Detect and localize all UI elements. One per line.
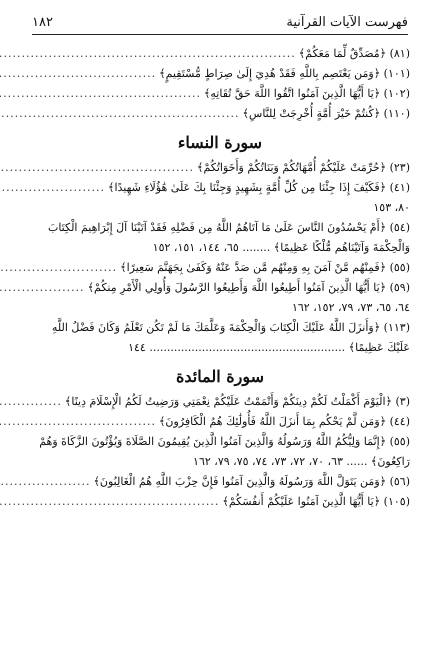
verse-entry xyxy=(30,392,410,412)
verse-entry xyxy=(30,84,410,104)
running-header xyxy=(32,10,408,35)
leader-dots xyxy=(0,472,90,492)
verse-text: (٤١) ﴿فَكَيْفَ إِذَا جِئْنَا مِن كُلِّ أُمَّةٍ بِشَهِيدٍ وَجِئْنَا بِكَ عَلَىٰ هَٰؤُلَاءِ شَهِيدًا﴾ xyxy=(108,181,410,194)
leader-dots xyxy=(0,64,156,84)
verse-continuation: رَاكِعُونَ﴾ ...... ٦٣، ٧٠، ٧٢، ٧٣، ٧٤، ٧٥، ٧٩، ١٦٢ xyxy=(193,455,410,468)
leader-dots xyxy=(0,44,296,64)
leader-dots xyxy=(0,392,62,412)
verse-entry xyxy=(30,218,410,238)
leader-dots xyxy=(0,178,105,198)
leader-dots xyxy=(0,278,85,298)
verse-entry xyxy=(30,158,410,178)
header-title: فهرست الآيات القرآنية xyxy=(286,14,408,30)
leader-dots xyxy=(0,104,239,124)
verse-text: (١٠٢) ﴿يَا أَيُّهَا الَّذِينَ آمَنُوا اتَّقُوا اللَّهَ حَقَّ تُقَاتِهِ﴾ xyxy=(203,87,410,100)
verse-entry xyxy=(30,412,410,432)
verse-entry xyxy=(30,258,410,278)
verse-text: (١١٠) ﴿كُنتُمْ خَيْرَ أُمَّةٍ أُخْرِجَتْ لِلنَّاسِ﴾ xyxy=(242,107,410,120)
verse-continuation: ٦٤، ٦٥، ٧٣، ٧٩، ١٥٢، ١٦٢ xyxy=(291,301,410,314)
surah-heading: سورة المائدة xyxy=(175,367,265,386)
verse-text: (٥٥) ﴿إِنَّمَا وَلِيُّكُمُ اللَّهُ وَرَسُولُهُ وَالَّذِينَ آمَنُوا الَّذِينَ يُقِيمُونَ الصَّلَاةَ وَيُؤْتُونَ الزَّكَاةَ وَهُمْ xyxy=(39,435,410,448)
verse-text: (٨١) ﴿مُصَدِّقٌ لِّمَا مَعَكُمْ﴾ xyxy=(298,47,410,60)
verse-text: (٥٥) ﴿فَمِنْهُم مَّنْ آمَنَ بِهِ وَمِنْهُم مَّن صَدَّ عَنْهُ وَكَفَىٰ بِجَهَنَّمَ سَعِيرًا﴾ xyxy=(120,261,410,274)
leader-dots xyxy=(0,412,156,432)
verse-continuation: ٨٠، ١٥٣ xyxy=(373,201,410,214)
verse-entry xyxy=(30,432,410,452)
surah-heading: سورة النساء xyxy=(177,133,263,152)
verse-entry xyxy=(30,492,410,512)
verse-entry xyxy=(30,64,410,84)
verse-text: (٥٩) ﴿يَا أَيُّهَا الَّذِينَ آمَنُوا أَطِيعُوا اللَّهَ وَأَطِيعُوا الرَّسُولَ وَأُولِي الْأَمْرِ مِنكُمْ﴾ xyxy=(87,281,410,294)
verse-text: (٣) ﴿الْيَوْمَ أَكْمَلْتُ لَكُمْ دِينَكُمْ وَأَتْمَمْتُ عَلَيْكُمْ نِعْمَتِي وَرَضِيتُ لَكُمُ الْإِسْلَامَ دِينًا﴾ xyxy=(64,395,410,408)
page-number: ١٨٢ xyxy=(32,14,53,30)
verse-entry xyxy=(30,472,410,492)
verse-entry xyxy=(30,178,410,198)
verse-text: (٥٤) ﴿أَمْ يَحْسُدُونَ النَّاسَ عَلَىٰ مَا آتَاهُمُ اللَّهُ مِن فَضْلِهِ فَقَدْ آتَيْنَا آلَ إِبْرَاهِيمَ الْكِتَابَ xyxy=(47,221,410,234)
verse-entry xyxy=(30,318,410,338)
verse-continuation: عَلَيْكَ عَظِيمًا﴾ ........................................................ ١٤٤ xyxy=(128,341,410,354)
leader-dots xyxy=(0,84,201,104)
leader-dots xyxy=(0,492,219,512)
verse-entry xyxy=(30,278,410,298)
verse-entry xyxy=(30,44,410,64)
leader-dots xyxy=(0,158,194,178)
verse-text: (١١٣) ﴿وَأَنزَلَ اللَّهُ عَلَيْكَ الْكِتَابَ وَالْحِكْمَةَ وَعَلَّمَكَ مَا لَمْ تَكُن تَعْلَمُ وَكَانَ فَضْلُ اللَّهِ xyxy=(51,321,410,334)
verse-text: (٥٦) ﴿وَمَن يَتَوَلَّ اللَّهَ وَرَسُولَهُ وَالَّذِينَ آمَنُوا فَإِنَّ حِزْبَ اللَّهِ هُمُ الْغَالِبُونَ﴾ xyxy=(93,475,410,488)
verse-continuation: وَالْحِكْمَةَ وَآتَيْنَاهُم مُّلْكًا عَظِيمًا﴾ ........ ٦٥، ١٤٤، ١٥١، ١٥٢ xyxy=(152,241,410,254)
verse-entry xyxy=(30,104,410,124)
index-content xyxy=(30,44,410,512)
verse-text: (١٠٥) ﴿يَا أَيُّهَا الَّذِينَ آمَنُوا عَلَيْكُمْ أَنفُسَكُمْ﴾ xyxy=(222,495,410,508)
leader-dots xyxy=(0,258,117,278)
verse-text: (١٠١) ﴿وَمَن يَعْتَصِم بِاللَّهِ فَقَدْ هُدِيَ إِلَىٰ صِرَاطٍ مُّسْتَقِيمٍ﴾ xyxy=(159,67,410,80)
verse-text: (٢٣) ﴿حُرِّمَتْ عَلَيْكُمْ أُمَّهَاتُكُمْ وَبَنَاتُكُمْ وَأَخَوَاتُكُمْ﴾ xyxy=(197,161,410,174)
verse-text: (٤٤) ﴿وَمَن لَّمْ يَحْكُم بِمَا أَنزَلَ اللَّهُ فَأُولَٰئِكَ هُمُ الْكَافِرُونَ﴾ xyxy=(158,415,410,428)
